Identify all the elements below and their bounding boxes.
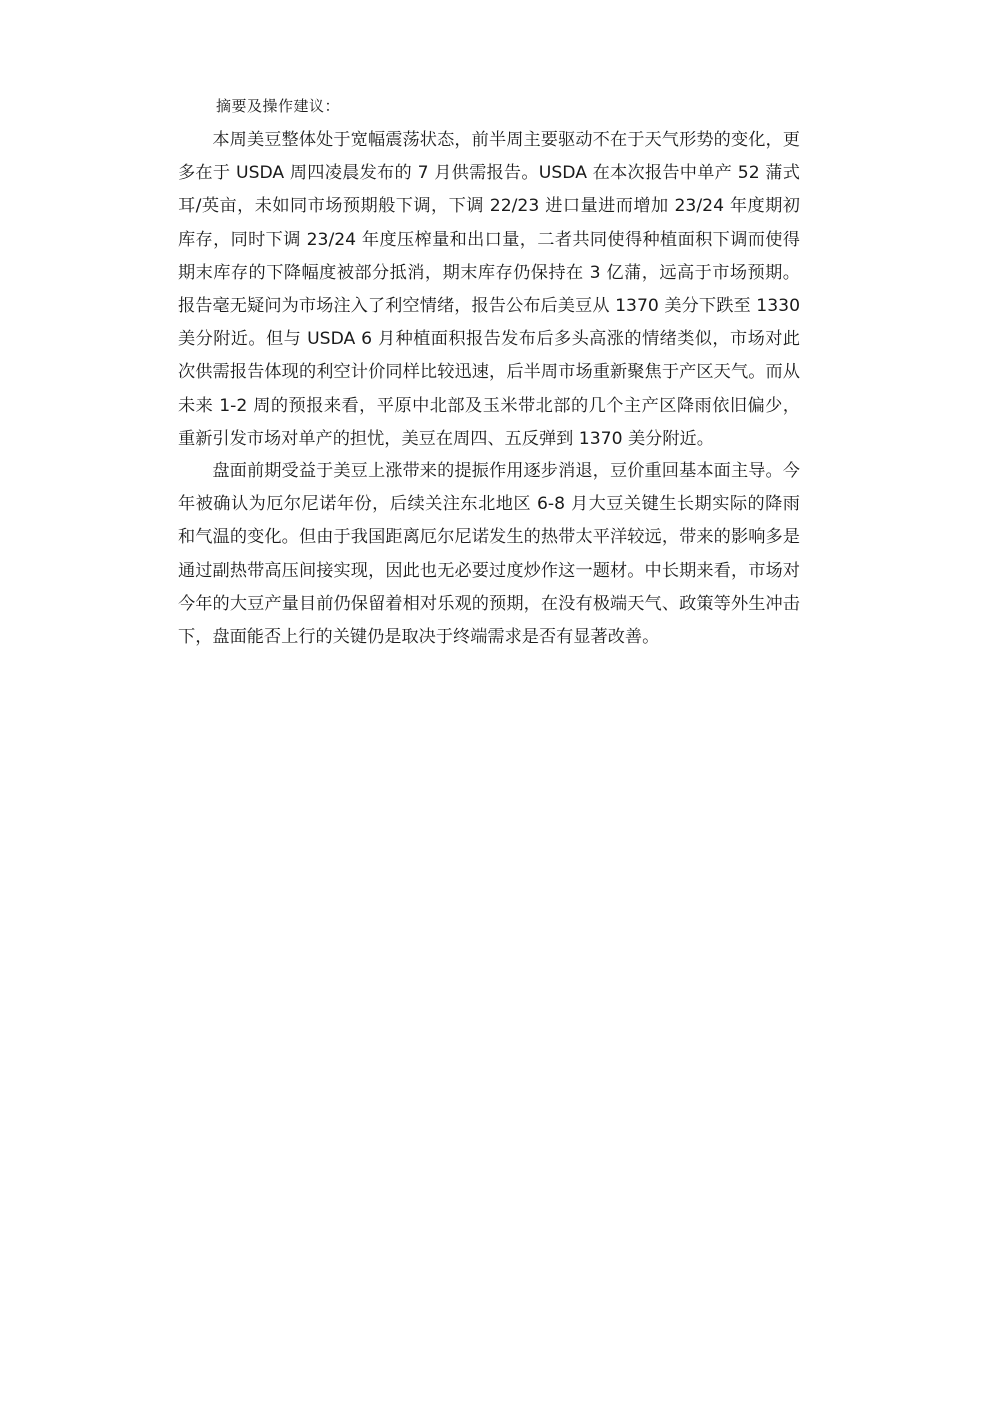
paragraph-us-soybean: 本周美豆整体处于宽幅震荡状态，前半周主要驱动不在于天气形势的变化，更多在于 USDA 周四凌晨发布的 7 月供需报告。USDA 在本次报告中单产 52 蒲式耳/英亩，未如同市场预期般下调，下调 22/23 进口量进而增加 23/24 年度期初库存，同时下调 23/24 年度压榨量和出口量，二者共同使得种植面积下调而使得期末库存的下降幅度被部分抵消，期末库存仍保持在 3 亿蒲，远高于市场预期。报告毫无疑问为市场注入了利空情绪，报告公布后美豆从 1370 美分下跌至 1330 美分附近。但与 USDA 6 月种植面积报告发布后多头高涨的情绪类似，市场对此次供需报告体现的利空计价同样比较迅速，后半周市场重新聚焦于产区天气。而从未来 1-2 周的预报来看，平原中北部及玉米带北部的几个主产区降雨依旧偏少，重新引发市场对单产的担忧，美豆在周四、五反弹到 1370 美分附近。: [178, 130, 800, 449]
summary-heading: 摘要及操作建议：: [216, 97, 341, 115]
paragraph-domestic-market: 盘面前期受益于美豆上涨带来的提振作用逐步消退，豆价重回基本面主导。今年被确认为厄尔尼诺年份，后续关注东北地区 6-8 月大豆关键生长期实际的降雨和气温的变化。但由于我国距离厄尔尼诺发生的热带太平洋较远，带来的影响多是通过副热带高压间接实现，因此也无必要过度炒作这一题材。中长期来看，市场对今年的大豆产量目前仍保留着相对乐观的预期，在没有极端天气、政策等外生冲击下，盘面能否上行的关键仍是取决于终端需求是否有显著改善。: [178, 461, 800, 648]
document-page: [178, 94, 800, 653]
